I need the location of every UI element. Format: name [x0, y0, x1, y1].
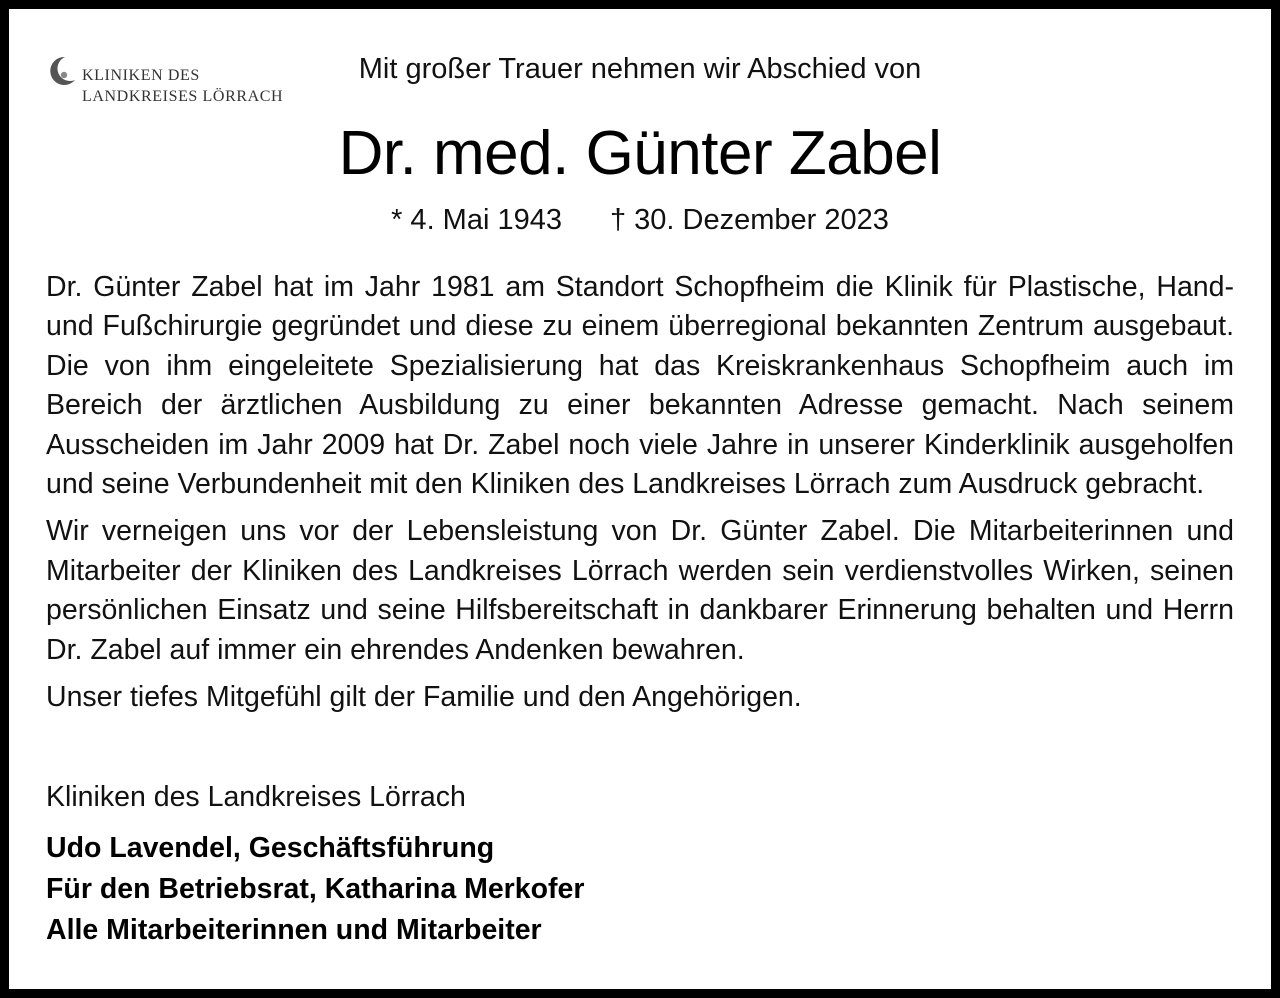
signer-line: Udo Lavendel, Geschäftsführung — [46, 832, 495, 864]
signer-line: Alle Mitarbeiterinnen und Mitarbeiter — [46, 914, 542, 946]
body-paragraph: Dr. Günter Zabel hat im Jahr 1981 am Standort Schopfheim die Klinik für Plastische, Hand- und Fußchirurgie gegründet und diese zu einem überregional bekannten Zentrum ausgebaut. Die von ihm eingeleitete Spezialisierung hat das Kreiskrankenhaus Schopfheim auch im Bereich der ärztlichen Ausbildung zu einer bekannten Adresse gemacht. Nach seinem Ausscheiden im Jahr 2009 hat Dr. Zabel noch viele Jahre in unserer Kinderklinik ausgeholfen und seine Verbundenheit mit den Kliniken des Landkreises Lörrach zum Ausdruck gebracht. — [46, 271, 1234, 501]
intro-text — [0, 52, 1280, 86]
signer-line: Für den Betriebsrat, Katharina Merkofer — [46, 873, 585, 905]
deceased-name: Dr. med. Günter Zabel — [338, 119, 942, 188]
notice-body — [46, 268, 1234, 725]
logo-text-line-2: LANDKREISES LÖRRACH — [82, 88, 284, 105]
intro-line: Mit großer Trauer nehmen wir Abschied von — [358, 53, 922, 85]
body-paragraph: Unser tiefes Mitgefühl gilt der Familie und den Angehörigen. — [46, 681, 802, 714]
body-paragraph: Wir verneigen uns vor der Lebensleistung von Dr. Günter Zabel. Die Mitarbeiterinnen und Mitarbeiter der Kliniken des Landkreises Lörrach werden sein verdienstvolles Wirken, seinen persönlichen Einsatz und seine Hilfsbereitschaft in dankbarer Erinnerung behalten und Herrn Dr. Zabel auf immer ein ehrendes Andenken bewahren. — [46, 515, 1234, 666]
signers-list — [46, 828, 584, 951]
death-date: † 30. Dezember 2023 — [609, 204, 889, 236]
logo-text-line-1: KLINIKEN DES — [82, 67, 200, 84]
life-dates — [0, 202, 1280, 238]
organization-name: Kliniken des Landkreises Lörrach — [46, 781, 466, 813]
birth-date: * 4. Mai 1943 — [391, 204, 562, 236]
